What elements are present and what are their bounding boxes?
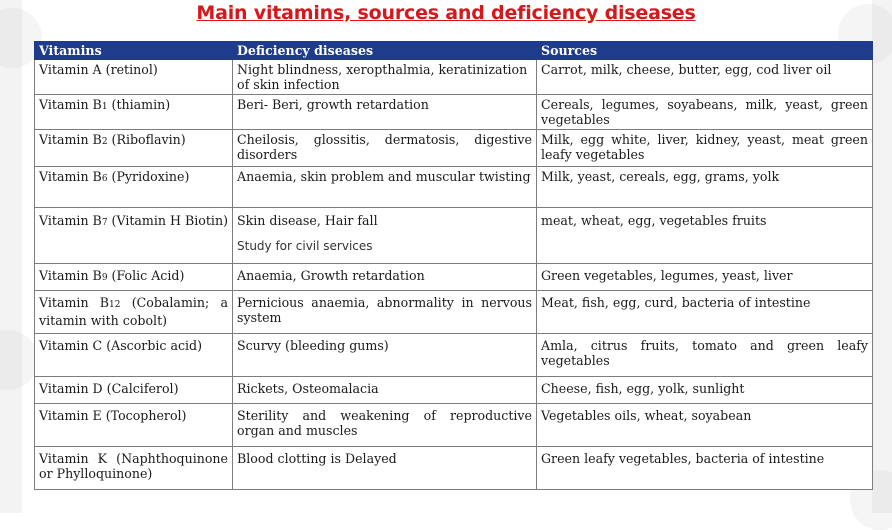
- column-header-deficiency: Deficiency diseases: [233, 42, 537, 60]
- sources-cell: Amla, citrus fruits, tomato and green leafy vegetables: [537, 334, 873, 377]
- deficiency-cell: [233, 208, 537, 264]
- deficiency-cell: Sterility and weakening of reproductive organ and muscles: [233, 404, 537, 447]
- vitamin-cell: Vitamin A (retinol): [35, 60, 233, 95]
- sources-cell: Green leafy vegetables, bacteria of intestine: [537, 447, 873, 490]
- deficiency-cell: Beri- Beri, growth retardation: [233, 95, 537, 130]
- table-row: [35, 130, 873, 167]
- right-margin: [872, 0, 892, 513]
- vitamin-cell: Vitamin B6 (Pyridoxine): [35, 167, 233, 208]
- vitamin-table: [34, 41, 873, 490]
- vitamin-cell: Vitamin B2 (Riboflavin): [35, 130, 233, 167]
- table-row: [35, 167, 873, 208]
- sources-cell: Cereals, legumes, soyabeans, milk, yeast, green vegetables: [537, 95, 873, 130]
- vitamin-cell: Vitamin B7 (Vitamin H Biotin): [35, 208, 233, 264]
- table-row: [35, 334, 873, 377]
- deficiency-cell: Blood clotting is Delayed: [233, 447, 537, 490]
- study-note: Study for civil services: [237, 239, 373, 253]
- vitamin-cell: Vitamin B9 (Folic Acid): [35, 264, 233, 291]
- vitamin-cell: Vitamin K (Naphthoquinone or Phylloquinone): [35, 447, 233, 490]
- vitamin-cell: Vitamin C (Ascorbic acid): [35, 334, 233, 377]
- column-header-vitamins: Vitamins: [35, 42, 233, 60]
- sources-cell: Meat, fish, egg, curd, bacteria of intestine: [537, 291, 873, 334]
- deficiency-cell: Pernicious anaemia, abnormality in nervous system: [233, 291, 537, 334]
- deficiency-cell: Anaemia, Growth retardation: [233, 264, 537, 291]
- vitamin-cell: Vitamin D (Calciferol): [35, 377, 233, 404]
- vitamin-cell: Vitamin E (Tocopherol): [35, 404, 233, 447]
- deficiency-cell: Cheilosis, glossitis, dermatosis, digestive disorders: [233, 130, 537, 167]
- watermark-stamp: [0, 330, 38, 390]
- vitamin-cell: Vitamin B1 (thiamin): [35, 95, 233, 130]
- vitamin-cell: Vitamin B12 (Cobalamin; a vitamin with cobolt): [35, 291, 233, 334]
- table-row: [35, 60, 873, 95]
- column-header-sources: Sources: [537, 42, 873, 60]
- table-row: [35, 377, 873, 404]
- sources-cell: meat, wheat, egg, vegetables fruits: [537, 208, 873, 264]
- table-row: [35, 95, 873, 130]
- deficiency-cell: Scurvy (bleeding gums): [233, 334, 537, 377]
- sources-cell: Cheese, fish, egg, yolk, sunlight: [537, 377, 873, 404]
- sources-cell: Carrot, milk, cheese, butter, egg, cod liver oil: [537, 60, 873, 95]
- table-header-row: [35, 42, 873, 60]
- table-row: [35, 208, 873, 264]
- sources-cell: Milk, yeast, cereals, egg, grams, yolk: [537, 167, 873, 208]
- deficiency-cell: Night blindness, xeropthalmia, keratinization of skin infection: [233, 60, 537, 95]
- sources-cell: Milk, egg white, liver, kidney, yeast, meat green leafy vegetables: [537, 130, 873, 167]
- sources-cell: Green vegetables, legumes, yeast, liver: [537, 264, 873, 291]
- table-row: [35, 447, 873, 490]
- deficiency-cell: Anaemia, skin problem and muscular twisting: [233, 167, 537, 208]
- sources-cell: Vegetables oils, wheat, soyabean: [537, 404, 873, 447]
- table-row: [35, 264, 873, 291]
- deficiency-text: Skin disease, Hair fall: [237, 213, 378, 228]
- table-row: [35, 291, 873, 334]
- table-row: [35, 404, 873, 447]
- left-margin: [0, 0, 22, 513]
- deficiency-cell: Rickets, Osteomalacia: [233, 377, 537, 404]
- page-title: Main vitamins, sources and deficiency diseases: [196, 2, 696, 24]
